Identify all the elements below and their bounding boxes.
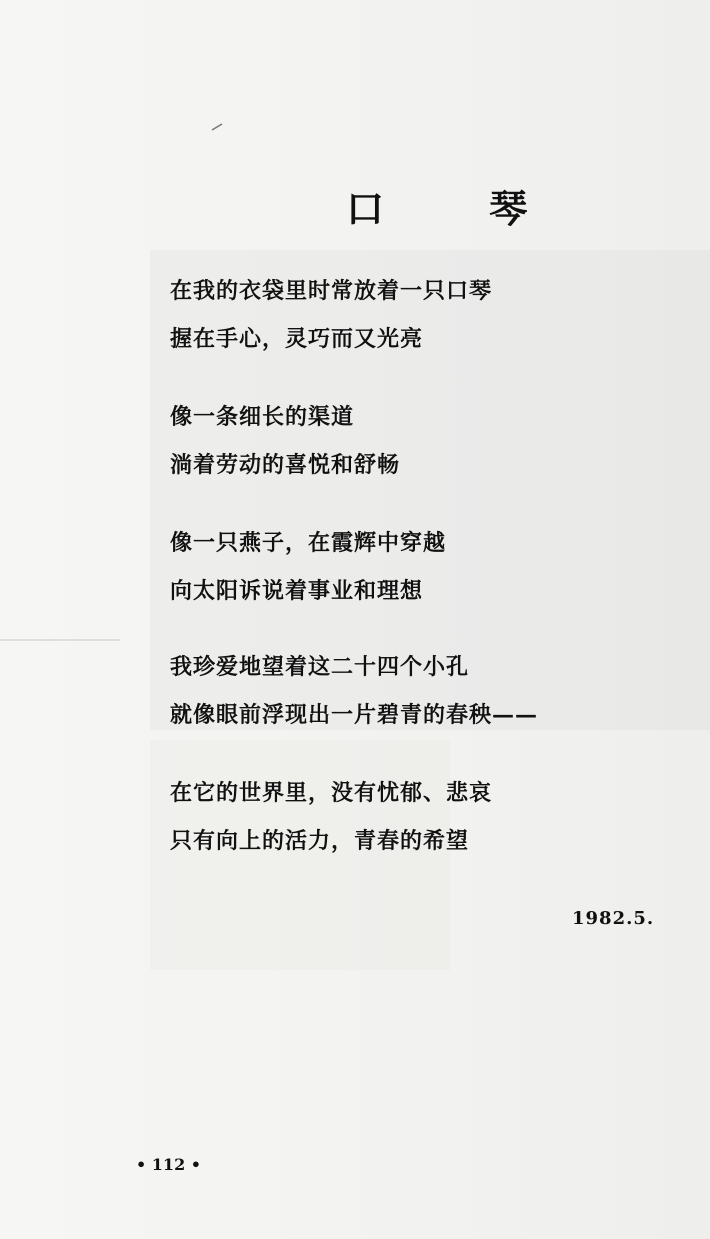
poem-date: 1982.5. — [572, 908, 655, 929]
poem-line: 握在手心，灵巧而又光亮 — [170, 326, 424, 352]
poem-line: 像一只燕子，在霞辉中穿越 — [170, 530, 447, 556]
poem-line: 像一条细长的渠道 — [170, 404, 355, 430]
poem-line: 就像眼前浮现出一片碧青的春秧—— — [170, 702, 539, 728]
stanza-3 — [170, 519, 670, 615]
page-number: • 112 • — [136, 1155, 201, 1174]
poem-line: 只有向上的活力，青春的希望 — [170, 828, 470, 854]
stanza-2 — [170, 393, 670, 489]
stanza-4 — [170, 643, 670, 739]
poem-line: 我珍爱地望着这二十四个小孔 — [170, 654, 470, 680]
stanza-5 — [170, 769, 670, 865]
poem-line: 淌着劳动的喜悦和舒畅 — [170, 452, 401, 478]
poem-line: 在我的衣袋里时常放着一只口琴 — [170, 278, 493, 304]
poem-line: 在它的世界里，没有忧郁、悲哀 — [170, 780, 493, 806]
poem-line: 向太阳诉说着事业和理想 — [170, 578, 424, 604]
stanza-1 — [170, 267, 670, 363]
poem-title: 口 琴 — [346, 186, 574, 231]
